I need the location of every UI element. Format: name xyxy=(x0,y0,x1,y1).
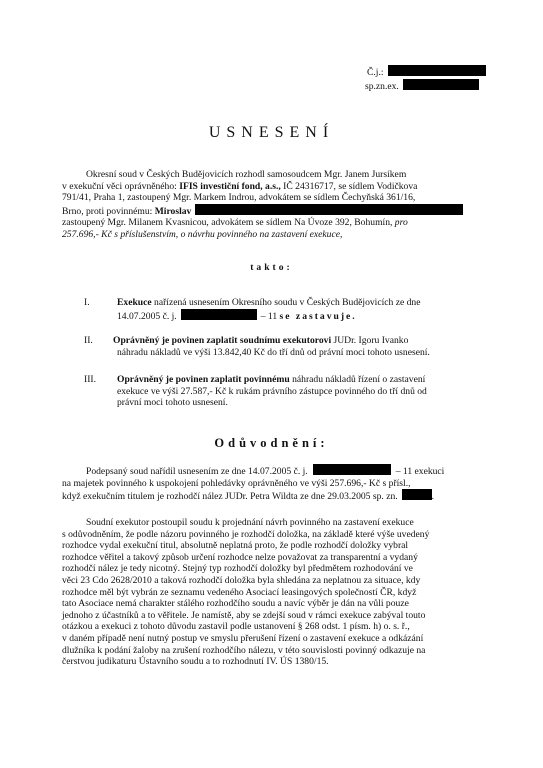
item-3-line-1 xyxy=(117,374,427,386)
takto-heading: takto: xyxy=(250,262,293,273)
p2-line-11: v daném případě není nutný postup ve smyslu přerušení řízení o zastavení exekuce a odkázání xyxy=(62,632,424,644)
item-3-number: III. xyxy=(84,374,96,385)
p2-line-13: čerstvou judikaturu Ústavního soudu a to rozhodnutí IV. ÚS 1380/15. xyxy=(62,656,329,668)
p2-line-2: s odůvodněním, že podle názoru povinného je rozhodčí doložka, na základě které výše uvedený xyxy=(62,528,430,540)
case-number-row xyxy=(367,65,486,79)
item-2-line-2: náhradu nákladů ve výši 13.842,40 Kč do tří dnů od právní moci tohoto usnesení. xyxy=(117,346,430,358)
item-2-number: II. xyxy=(84,335,93,346)
redacted-p1-spzn xyxy=(402,489,435,503)
debtor-name: Miroslav xyxy=(154,205,192,217)
p1-l1-text: Podepsaný soud nařídil usnesením ze dne 14.07.2005 č. j. xyxy=(86,466,308,477)
p2-line-5: rozhodčí nález je tedy nicotný. Stejný typ rozhodčí doložky byl předmětem rozhodování ve xyxy=(62,563,413,575)
item-3 xyxy=(117,374,427,409)
p2-line-8: tato Asociace nemá charakter stálého rozhodčího soudu a navíc výběr je dán na vůli pouze xyxy=(62,598,409,610)
p1-l3-dot: . xyxy=(431,491,435,503)
item-1-line-2 xyxy=(117,309,420,323)
p2-line-6: věci 23 Cdo 2628/2010 a taková rozhodčí doložka byla shledána za neplatnou za situace, kdy xyxy=(62,574,421,586)
intro-line-6: 257.696,- Kč s příslušenstvím, o návrhu povinného na zastavení exekuce, xyxy=(62,228,343,240)
intro-l2-rest: IČ 24316717, se sídlem Vodičkova xyxy=(280,180,418,192)
item-3-line-2: exekuce ve výši 27.587,- Kč k rukám právního zástupce povinného do tří dnů od xyxy=(117,385,427,397)
item-2 xyxy=(113,335,430,358)
item-1-number: I. xyxy=(84,297,90,308)
p1-l1-suffix: – 11 exekuci xyxy=(395,466,445,477)
item-3-text: náhradu nákladů řízení o zastavení xyxy=(289,374,426,385)
intro-l4-text: Brno, proti povinnému: xyxy=(62,205,155,217)
reasoning-paragraph-1 xyxy=(62,464,482,503)
item-1 xyxy=(117,297,420,322)
intro-line-3: 791/41, Praha 1, zastoupený Mgr. Markem Indrou, advokátem se sídlem Čechyňská 361/16, xyxy=(62,192,416,204)
redacted-spzn xyxy=(403,79,479,90)
redacted-p1-ref xyxy=(313,464,391,475)
intro-line-4 xyxy=(62,204,482,218)
item-1-bold: Exekuce xyxy=(117,297,152,308)
p2-line-9: jednoho z účastníků a to věřitele. Je namístě, aby se zdejší soud v rámci exekuce zabýval touto xyxy=(62,609,426,621)
intro-line-5 xyxy=(62,217,482,229)
redacted-case-number xyxy=(388,65,486,76)
redacted-item-1 xyxy=(181,309,257,320)
p1-l3-text: když exekučním titulem je rozhodčí nález JUDr. Petra Wildta ze dne 29.03.2005 sp. zn. xyxy=(62,491,398,503)
item-1-l2-text: 14.07.2005 č. j. xyxy=(117,310,177,322)
item-1-text: nařízená usnesením Okresního soudu v Českých Budějovicích ze dne xyxy=(151,297,421,308)
claimant-name: IFIS investiční fond, a.s., xyxy=(179,180,281,192)
p1-line-2: na majetek povinného k uspokojení pohledávky oprávněného ve výši 257.696,- Kč s přísl., xyxy=(62,477,411,489)
item-2-text: JUDr. Igoru Ivanko xyxy=(331,335,409,346)
document-title: USNESENÍ xyxy=(208,124,335,141)
intro-l5-text: zastoupený Mgr. Milanem Kvasnicou, advokátem se sídlem Na Úvoze 392, Bohumín, xyxy=(62,217,395,229)
redacted-debtor xyxy=(195,204,463,215)
p2-line-1: Soudní exekutor postoupil soudu k projednání návrh povinného na zastavení exekuce xyxy=(86,517,414,528)
item-2-line-1 xyxy=(113,335,430,347)
case-number-label: Č.j.: xyxy=(367,67,384,78)
item-1-l2-suffix: – 11 xyxy=(260,310,280,322)
p1-line-1 xyxy=(62,464,482,478)
reasoning-paragraph-2 xyxy=(62,517,482,668)
intro-line-1: Okresní soud v Českých Budějovicích rozhodl samosoudcem Mgr. Janem Jursíkem xyxy=(86,169,407,180)
intro-line-2 xyxy=(62,181,482,193)
intro-paragraph xyxy=(62,169,482,241)
item-3-bold: Oprávněný je povinen zaplatit povinnému xyxy=(117,374,290,385)
p1-line-3 xyxy=(62,489,482,503)
p2-line-7: rozhodce měl být vybrán ze seznamu vedeného Asociací leasingových společností ČR, když xyxy=(62,586,417,598)
intro-l2-text: v exekuční věci oprávněného: xyxy=(62,180,180,192)
p2-line-4: rozhodce věřitel a takový způsob určení rozhodce nelze považovat za transparentní a vydaný xyxy=(62,551,418,563)
p2-line-12: dlužníka k podání žaloby na zrušení rozhodčího nálezu, v této souvislosti povinný odkazuje na xyxy=(62,644,426,656)
intro-l5-italic: pro xyxy=(394,217,408,229)
item-3-line-3: právní moci tohoto usnesení. xyxy=(117,397,228,409)
item-2-bold: Oprávněný je povinen zaplatit soudnímu exekutorovi xyxy=(113,335,332,346)
item-1-verdict: se zastavuje. xyxy=(279,310,357,322)
item-1-line-1 xyxy=(117,297,420,309)
p2-line-3: rozhodce vydal exekuční titul, absolutně neplatná proto, že podle rozhodčí doložky vybral xyxy=(62,540,409,552)
reasoning-heading: Odůvodnění: xyxy=(214,436,329,450)
spzn-label: sp.zn.ex. xyxy=(365,81,399,92)
spzn-row xyxy=(365,79,479,93)
p2-line-10: otázkou a exekuci z tohoto důvodu zastavil podle ustanovení § 268 odst. 1 písm. h) o. s. ř., xyxy=(62,621,410,633)
